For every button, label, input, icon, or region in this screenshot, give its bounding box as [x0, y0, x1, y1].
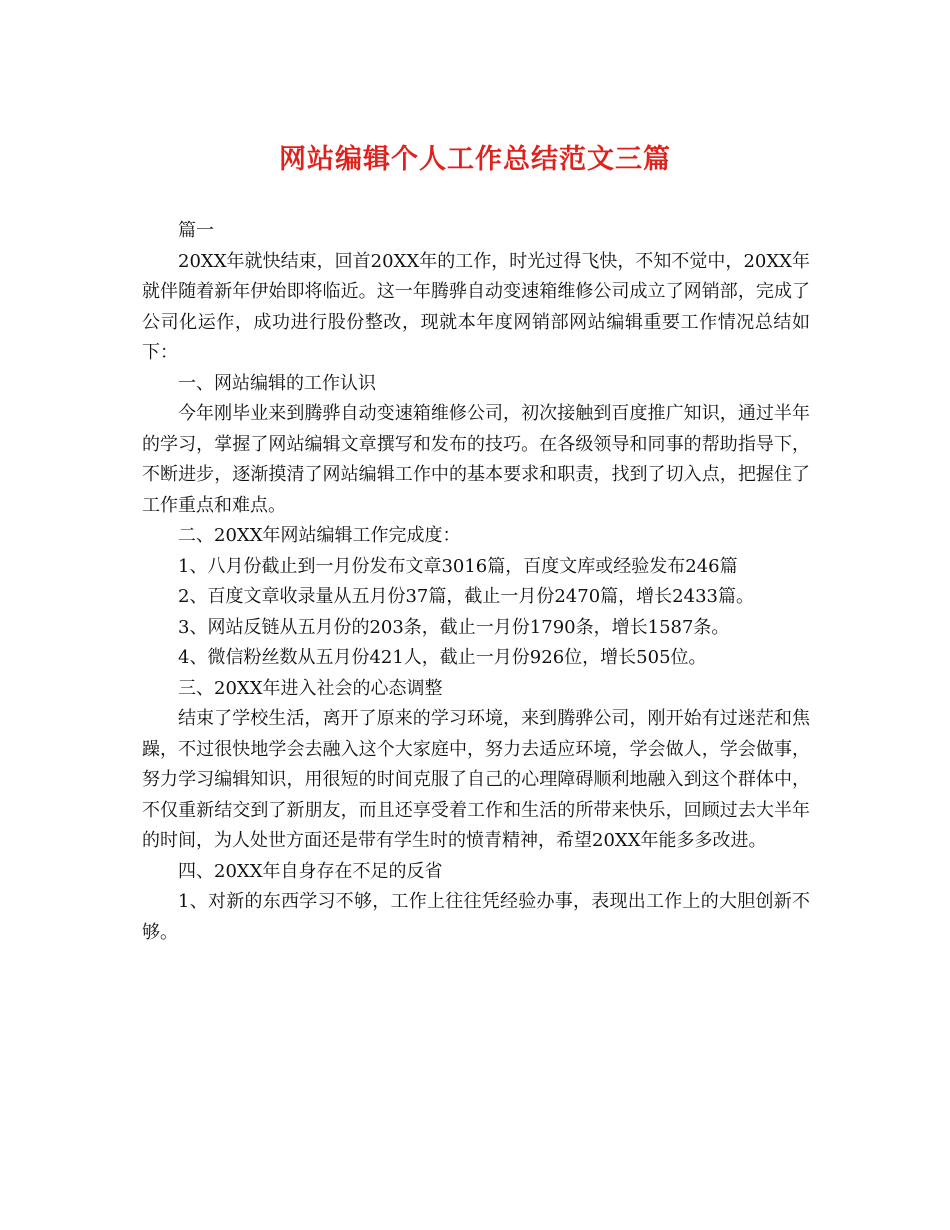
- paragraph-work-understanding: 今年刚毕业来到腾骅自动变速箱维修公司，初次接触到百度推广知识，通过半年的学习，掌握了网站编辑文章撰写和发布的技巧。在各级领导和同事的帮助指导下，不断进步，逐渐摸清了网站编辑工作中的基本要求和职责，找到了切入点，把握住了工作重点和难点。: [142, 403, 810, 516]
- shortcoming-item-1: 1、对新的东西学习不够，工作上往往凭经验办事，表现出工作上的大胆创新不够。: [142, 891, 810, 943]
- list-item-4: 4、微信粉丝数从五月份421人，截止一月份926位，增长505位。: [178, 647, 707, 668]
- document-body: [142, 216, 810, 948]
- document-title: 网站编辑个人工作总结范文三篇: [279, 144, 671, 175]
- list-item-3: 3、网站反链从五月份的203条，截止一月份1790条，增长1587条。: [178, 616, 730, 638]
- intro-paragraph: 20XX年就快结束，回首20XX年的工作，时光过得飞快，不知不觉中，20XX年就伴随着新年伊始即将临近。这一年腾骅自动变速箱维修公司成立了网销部，完成了公司化运作，成功进行股份整改，现就本年度网销部网站编辑重要工作情况总结如下：: [142, 250, 810, 363]
- section-heading-part-one: 篇一: [178, 220, 214, 241]
- list-item-1: 1、八月份截止到一月份发布文章3016篇，百度文库或经验发布246篇: [178, 555, 738, 577]
- section-heading-3: 三、20XX年进入社会的心态调整: [178, 677, 443, 699]
- section-heading-4: 四、20XX年自身存在不足的反省: [178, 860, 443, 882]
- paragraph-mindset: 结束了学校生活，离开了原来的学习环境，来到腾骅公司，刚开始有过迷茫和焦躁，不过很快地学会去融入这个大家庭中，努力去适应环境，学会做人，学会做事，努力学习编辑知识，用很短的时间克服了自己的心理障碍顺利地融入到这个群体中，不仅重新结交到了新朋友，而且还享受着工作和生活的所带来快乐，回顾过去大半年的时间，为人处世方面还是带有学生时的愤青精神，希望20XX年能多多改进。: [142, 708, 810, 851]
- section-heading-2: 二、20XX年网站编辑工作完成度：: [178, 525, 461, 546]
- list-item-2: 2、百度文章收录量从五月份37篇，截止一月份2470篇，增长2433篇。: [178, 586, 754, 607]
- section-heading-1: 一、网站编辑的工作认识: [178, 372, 376, 394]
